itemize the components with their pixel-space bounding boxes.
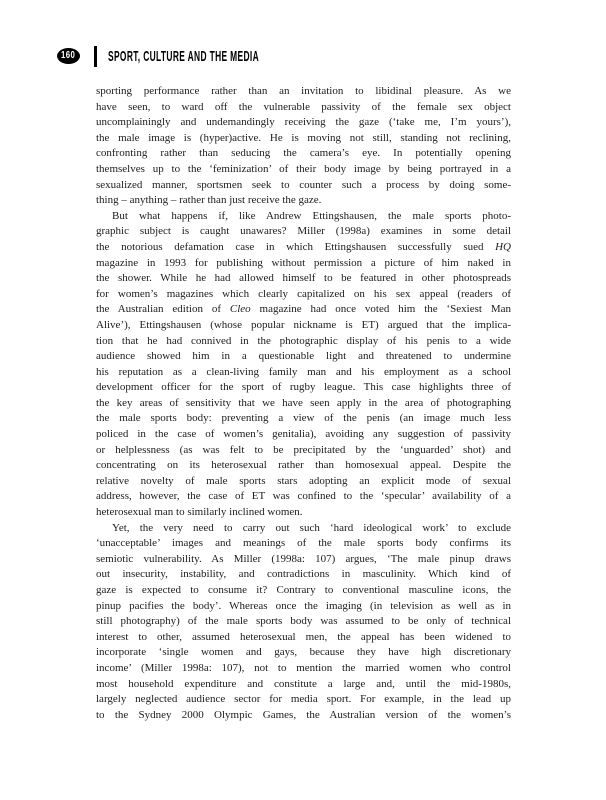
paragraph xyxy=(96,521,511,724)
text-line: for women’s magazines which clearly capitalized on his sex appeal (readers of xyxy=(96,287,511,300)
text-line: tion that he had connived in the photographic display of his penis to a wide xyxy=(96,334,511,347)
text-line: magazine in 1993 for publishing without permission a picture of him naked in xyxy=(96,256,511,269)
text-line: pinup pacifies the body’. Whereas once the imaging (in television as well as in xyxy=(96,599,511,612)
text-line: ‘unacceptable’ images and meanings of the male sports body confirms its xyxy=(96,537,511,550)
running-header: SPORT, CULTURE AND THE MEDIA xyxy=(107,47,259,65)
text-line: audience showed him in a questionable light and threatened to undermine xyxy=(96,350,511,363)
text-line: concentrating on its heterosexual rather than homosexual appeal. Despite the xyxy=(96,459,511,472)
text-line: sexualized manner, sportsmen seek to counter such a process by doing some- xyxy=(96,178,511,191)
text-line: the notorious defamation case in which Ettingshausen successfully sued HQ xyxy=(96,240,511,253)
text-line: policed in the case of women’s genitalia), avoiding any suggestion of passivity xyxy=(96,428,511,441)
page-number: 160 xyxy=(61,50,76,61)
text-line: to the Sydney 2000 Olympic Games, the Australian version of the women’s xyxy=(96,708,511,721)
header-divider xyxy=(94,46,97,67)
body-text xyxy=(96,84,511,723)
text-line: most household expenditure and constitute a large and, until the mid-1980s, xyxy=(96,677,511,690)
text-line: the Australian edition of Cleo magazine had once voted him the ‘Sexiest Man xyxy=(96,303,511,316)
text-line: the shower. While he had allowed himself to be featured in other photospreads xyxy=(96,272,511,285)
text-line: confronting rather than seducing the camera’s eye. In potentially opening xyxy=(96,147,511,160)
text-line: have seen, to ward off the vulnerable passivity of the female sex object xyxy=(96,100,511,113)
text-line: address, however, the case of ET was confined to the ‘specular’ availability of a xyxy=(96,490,511,503)
text-line: heterosexual man to similarly inclined women. xyxy=(96,506,303,519)
text-line: sporting performance rather than an invitation to libidinal pleasure. As we xyxy=(96,85,511,97)
text-line: development officer for the sport of rugby league. This case highlights three of xyxy=(96,381,511,394)
text-line: thing – anything – rather than just receive the gaze. xyxy=(96,194,322,207)
text-line: graphic subject is caught unawares? Miller (1998a) examines in some detail xyxy=(96,225,511,238)
text-line: or helplessness (as was felt to be precipitated by the ‘unguarded’ shot) and xyxy=(96,443,511,456)
page-header xyxy=(57,43,359,69)
text-line: income’ (Miller 1998a: 107), not to mention the married women who control xyxy=(96,661,511,674)
text-line: out insecurity, instability, and contradictions in masculinity. Which kind of xyxy=(96,568,511,581)
text-line: incorporate ‘single women and gays, because they have high discretionary xyxy=(96,646,511,659)
text-line: the key areas of sensitivity that we have seen apply in the area of photographing xyxy=(96,396,511,409)
text-line: still photography) of the male sports body was assumed to be only of technical xyxy=(96,615,511,628)
text-line: relative novelty of male sports stars adopting an explicit mode of sexual xyxy=(96,474,511,487)
text-line: largely neglected audience sector for media sport. For example, in the lead up xyxy=(96,693,511,706)
text-line: semiotic vulnerability. As Miller (1998a: 107) argues, ‘The male pinup draws xyxy=(96,552,511,565)
text-line: gaze is expected to consume it? Contrary to conventional masculine icons, the xyxy=(96,584,511,596)
text-line: But what happens if, like Andrew Ettingshausen, the male sports photo- xyxy=(112,209,511,222)
paragraph xyxy=(96,84,511,209)
text-line: the male sports body: preventing a view of the penis (an image much less xyxy=(96,412,511,425)
paragraph xyxy=(96,209,511,521)
text-line: interest to other, assumed heterosexual men, the appeal has been widened to xyxy=(96,630,511,643)
text-line: Yet, the very need to carry out such ‘hard ideological work’ to exclude xyxy=(112,521,511,534)
text-line: uncomplainingly and undemandingly receiving the gaze (‘take me, I’m yours’), xyxy=(96,116,511,129)
page-number-badge xyxy=(57,48,80,64)
text-line: Alive’), Ettingshausen (whose popular nickname is ET) argued that the implica- xyxy=(96,318,511,331)
text-line: the male image is (hyper)active. He is moving not still, standing not reclining, xyxy=(96,131,511,144)
text-line: themselves up to the ‘feminization’ of their body image by being portrayed in a xyxy=(96,162,511,175)
text-line: his reputation as a clean-living family man and his employment as a school xyxy=(96,365,511,378)
